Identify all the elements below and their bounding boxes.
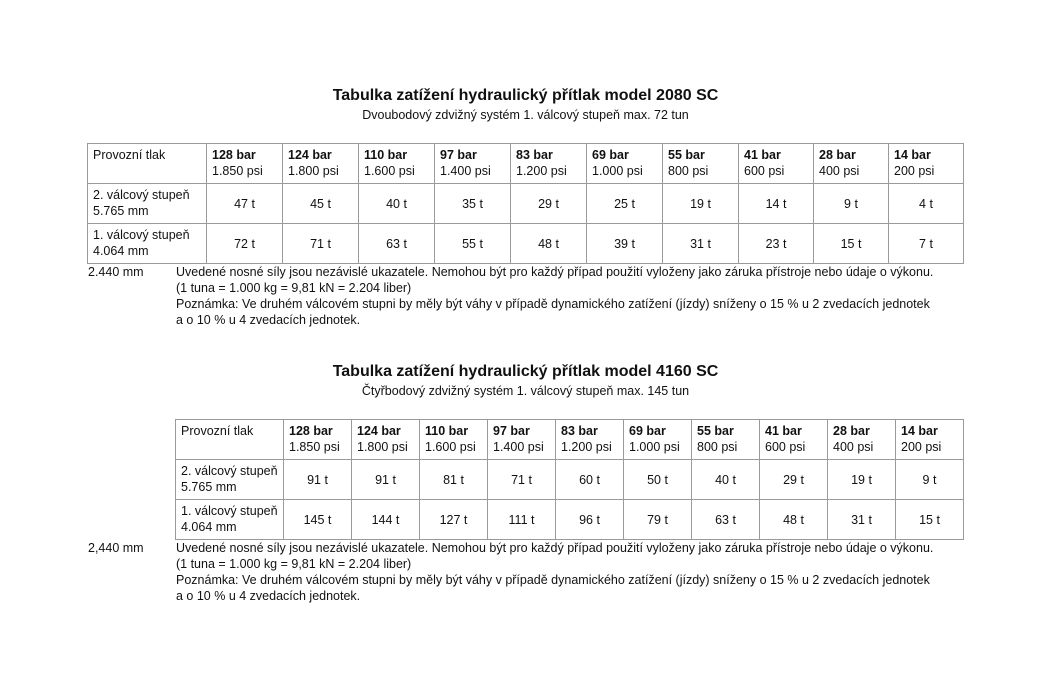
table-cell: 45 t [283, 184, 359, 224]
table1-note: a o 10 % u 4 zvedacích jednotek. [176, 313, 361, 327]
table-cell: 35 t [435, 184, 511, 224]
table1-col-header: 83 bar 1.200 psi [511, 144, 587, 184]
table2-col-header: 41 bar 600 psi [760, 420, 828, 460]
table1-col-header: 110 bar 1.600 psi [359, 144, 435, 184]
table-cell: 29 t [760, 460, 828, 500]
table2-note: Uvedené nosné síly jsou nezávislé ukazatele. Nemohou být pro každý případ použití vyloženy jako záruka přístroje nebo údaje o výkonu. [176, 541, 934, 555]
table-cell: 145 t [284, 500, 352, 540]
table-row [88, 184, 964, 224]
table1-col-header: 97 bar 1.400 psi [435, 144, 511, 184]
table-cell: 15 t [814, 224, 889, 264]
table-row [176, 460, 964, 500]
table2-title: Tabulka zatížení hydraulický přítlak model 4160 SC [332, 363, 719, 380]
table-cell: 91 t [284, 460, 352, 500]
table-cell: 50 t [624, 460, 692, 500]
table1-row-label: 2. válcový stupeň 5.765 mm [88, 184, 207, 224]
table-cell: 9 t [896, 460, 964, 500]
table2-col-header: 128 bar 1.850 psi [284, 420, 352, 460]
table1-note: Poznámka: Ve druhém válcovém stupni by měly být váhy v případě dynamického zatížení (jízdy) sníženy o 15 % u 2 zvedacích jednotek [176, 297, 930, 311]
table-cell: 23 t [739, 224, 814, 264]
table1-header-row [88, 144, 964, 184]
table-cell: 63 t [692, 500, 760, 540]
table1-col-header: 41 bar 600 psi [739, 144, 814, 184]
table2-col-header: 14 bar 200 psi [896, 420, 964, 460]
table-cell: 19 t [663, 184, 739, 224]
table1-row-label: 1. válcový stupeň 4.064 mm [88, 224, 207, 264]
table-cell: 48 t [760, 500, 828, 540]
table2-note: Poznámka: Ve druhém válcovém stupni by měly být váhy v případě dynamického zatížení (jízdy) sníženy o 15 % u 2 zvedacích jednotek [176, 573, 930, 587]
table2-col-header: 69 bar 1.000 psi [624, 420, 692, 460]
table-cell: 55 t [435, 224, 511, 264]
table2-load-table [175, 419, 964, 540]
table-cell: 31 t [828, 500, 896, 540]
table2-row-label: 2. válcový stupeň 5.765 mm [176, 460, 284, 500]
table2-header-label: Provozní tlak [176, 420, 284, 460]
table2-col-header: 55 bar 800 psi [692, 420, 760, 460]
table-cell: 48 t [511, 224, 587, 264]
table1-dimension: 2.440 mm [88, 265, 144, 279]
table2-subtitle: Čtyřbodový zdvižný systém 1. válcový stupeň max. 145 tun [361, 384, 690, 398]
table-cell: 25 t [587, 184, 663, 224]
table-cell: 14 t [739, 184, 814, 224]
table-cell: 71 t [283, 224, 359, 264]
table2-note: a o 10 % u 4 zvedacích jednotek. [176, 589, 361, 603]
table1-col-header: 28 bar 400 psi [814, 144, 889, 184]
table2-col-header: 28 bar 400 psi [828, 420, 896, 460]
table2-col-header: 97 bar 1.400 psi [488, 420, 556, 460]
table-row [176, 500, 964, 540]
table1-col-header: 14 bar 200 psi [889, 144, 964, 184]
table2-col-header: 110 bar 1.600 psi [420, 420, 488, 460]
table1-load-table [87, 143, 964, 264]
table-cell: 72 t [207, 224, 283, 264]
table-cell: 31 t [663, 224, 739, 264]
table-cell: 96 t [556, 500, 624, 540]
table-cell: 63 t [359, 224, 435, 264]
table-cell: 40 t [692, 460, 760, 500]
table-cell: 4 t [889, 184, 964, 224]
table-cell: 79 t [624, 500, 692, 540]
table1-subtitle: Dvoubodový zdvižný systém 1. válcový stupeň max. 72 tun [362, 108, 689, 122]
table1-note: (1 tuna = 1.000 kg = 9,81 kN = 2.204 liber) [176, 281, 412, 295]
table-cell: 15 t [896, 500, 964, 540]
table2-header-row [176, 420, 964, 460]
table-cell: 39 t [587, 224, 663, 264]
table1-col-header: 124 bar 1.800 psi [283, 144, 359, 184]
table-cell: 127 t [420, 500, 488, 540]
table-cell: 111 t [488, 500, 556, 540]
table-cell: 7 t [889, 224, 964, 264]
table-cell: 19 t [828, 460, 896, 500]
table1-col-header: 128 bar 1.850 psi [207, 144, 283, 184]
table1-col-header: 69 bar 1.000 psi [587, 144, 663, 184]
table-cell: 91 t [352, 460, 420, 500]
table1-title: Tabulka zatížení hydraulický přítlak model 2080 SC [332, 87, 719, 104]
table1-notes [176, 264, 933, 328]
table2-row-label: 1. válcový stupeň 4.064 mm [176, 500, 284, 540]
table1-note: Uvedené nosné síly jsou nezávislé ukazatele. Nemohou být pro každý případ použití vyloženy jako záruka přístroje nebo údaje o výkonu. [176, 265, 934, 279]
table-cell: 47 t [207, 184, 283, 224]
table-cell: 71 t [488, 460, 556, 500]
table2-notes [176, 540, 933, 604]
table-cell: 81 t [420, 460, 488, 500]
table1-header-label: Provozní tlak [88, 144, 207, 184]
table-cell: 40 t [359, 184, 435, 224]
table1-col-header: 55 bar 800 psi [663, 144, 739, 184]
table-cell: 9 t [814, 184, 889, 224]
table2-col-header: 83 bar 1.200 psi [556, 420, 624, 460]
table-cell: 29 t [511, 184, 587, 224]
table-cell: 144 t [352, 500, 420, 540]
table2-dimension: 2,440 mm [88, 541, 144, 555]
table-cell: 60 t [556, 460, 624, 500]
table2-note: (1 tuna = 1.000 kg = 9,81 kN = 2.204 liber) [176, 557, 412, 571]
table-row [88, 224, 964, 264]
table2-col-header: 124 bar 1.800 psi [352, 420, 420, 460]
